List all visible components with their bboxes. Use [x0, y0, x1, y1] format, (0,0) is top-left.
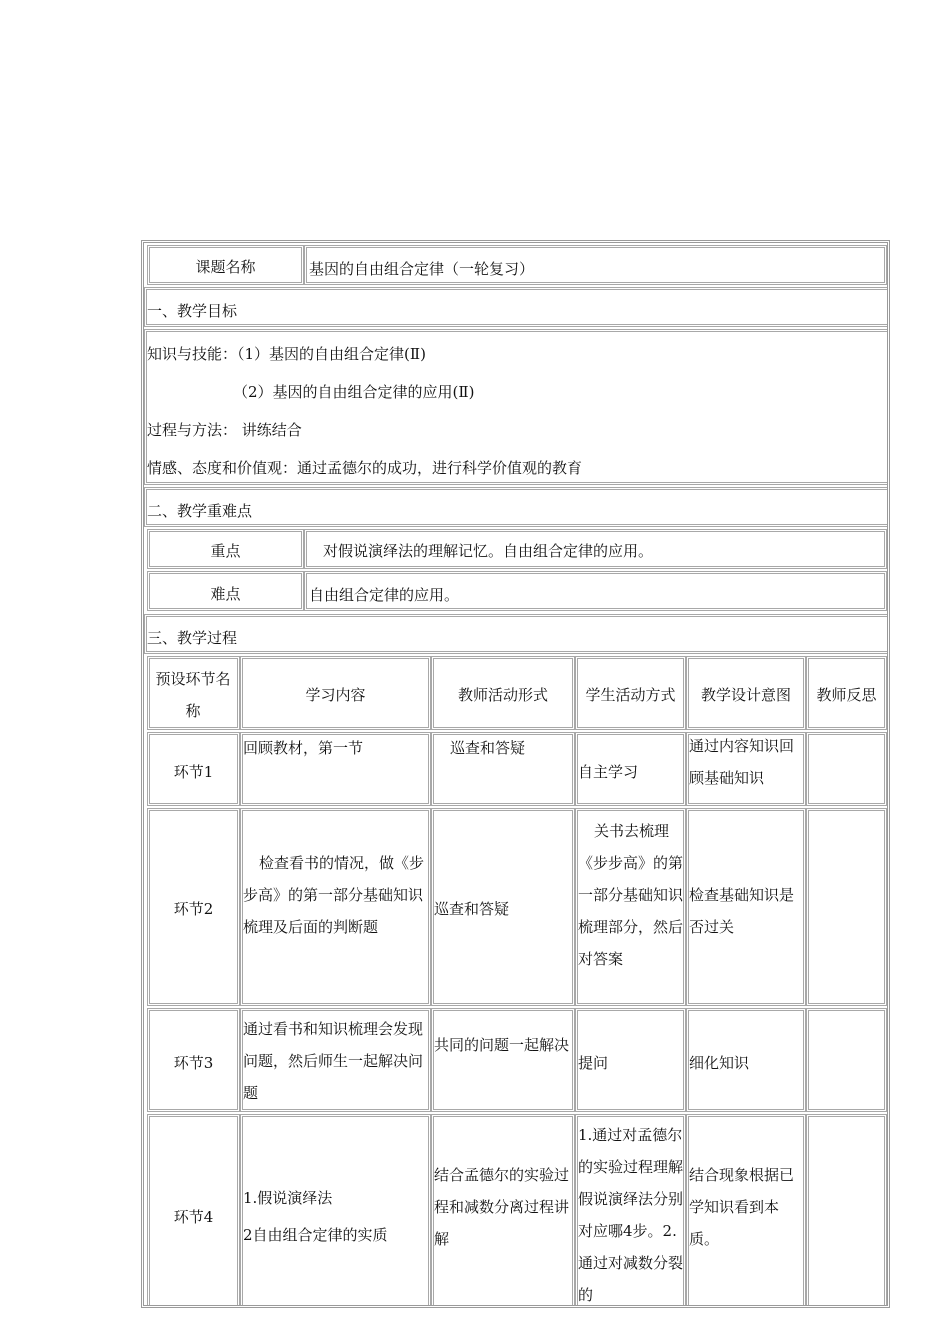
header-content-cell	[240, 656, 431, 730]
table-row-2-student-cell	[575, 808, 686, 1006]
table-row-1-student: 自主学习	[578, 763, 639, 781]
table-row-4-teacher-cell	[431, 1114, 575, 1308]
table-row-2-reflect-cell	[806, 808, 887, 1006]
header-reflect: 教师反思	[816, 686, 877, 704]
table-row-3-student: 提问	[578, 1054, 609, 1072]
table-row-1-content-cell	[240, 732, 431, 806]
topic-label-cell	[147, 245, 304, 285]
table-row-4-content-line1: 1.假说演绎法	[243, 1189, 333, 1207]
table-row-4-intent-cell	[686, 1114, 806, 1308]
difficult-point-value: 自由组合定律的应用。	[309, 586, 460, 604]
key-point-value-cell	[304, 529, 887, 569]
table-row-2-teacher-cell	[431, 808, 575, 1006]
header-intent-cell	[686, 656, 806, 730]
table-row-3-teacher: 共同的问题一起解决	[434, 1036, 570, 1054]
table-row-4-teacher: 结合孟德尔的实验过程和减数分离过程讲解	[434, 1166, 570, 1248]
header-content: 学习内容	[305, 686, 366, 704]
objective-process: 过程与方法： 讲练结合	[147, 421, 302, 439]
header-reflect-cell	[806, 656, 887, 730]
topic-label: 课题名称	[195, 258, 256, 276]
table-row-4-student-cell	[575, 1114, 686, 1308]
table-row-1-content: 回顾教材，第一节	[243, 739, 364, 757]
table-row-2-student: 关书去梳理《步步高》的第一部分基础知识梳理部分，然后对答案	[578, 822, 684, 968]
header-teacher-cell	[431, 656, 575, 730]
lesson-plan-table	[141, 240, 890, 1308]
table-row-4-intent: 结合现象根据已学知识看到本质。	[689, 1166, 795, 1248]
objective-application: （2）基因的自由组合定律的应用(Ⅱ)	[233, 383, 475, 401]
table-row-4-content-cell	[240, 1114, 431, 1308]
section1-heading-cell	[144, 287, 890, 327]
key-point-label: 重点	[210, 542, 241, 560]
table-row-4-reflect-cell	[806, 1114, 887, 1308]
table-row-3-name: 环节3	[173, 1054, 214, 1072]
table-row-2-name: 环节2	[173, 900, 214, 918]
section1-heading: 一、教学目标	[147, 302, 238, 320]
table-row-3-content-cell	[240, 1008, 431, 1112]
table-row-3-student-cell	[575, 1008, 686, 1112]
header-stage-name-cell	[147, 656, 240, 730]
table-row-2-content-cell	[240, 808, 431, 1006]
table-row-2-teacher: 巡查和答疑	[434, 900, 510, 918]
header-stage-name: 预设环节名称	[155, 670, 231, 720]
table-row-4-name: 环节4	[173, 1208, 214, 1226]
table-row-1-intent: 通过内容知识回顾基础知识	[689, 737, 795, 787]
topic-value-cell	[304, 245, 887, 285]
table-row-2-name-cell	[147, 808, 240, 1006]
difficult-point-value-cell	[304, 571, 887, 611]
table-row-3-content: 通过看书和知识梳理会发现问题，然后师生一起解决问题	[243, 1020, 424, 1102]
table-row-1-reflect-cell	[806, 732, 887, 806]
section2-heading-cell	[144, 487, 890, 527]
table-row-3-name-cell	[147, 1008, 240, 1112]
header-teacher: 教师活动形式	[457, 686, 548, 704]
difficult-point-label: 难点	[210, 585, 241, 603]
table-row-1-name-cell	[147, 732, 240, 806]
table-row-1-student-cell	[575, 732, 686, 806]
section3-heading-cell	[144, 614, 890, 654]
table-row-3-intent-cell	[686, 1008, 806, 1112]
table-row-1-teacher-cell	[431, 732, 575, 806]
table-row-1-teacher: 巡查和答疑	[450, 739, 526, 757]
table-row-2-content: 检查看书的情况，做《步步高》的第一部分基础知识梳理及后面的判断题	[243, 854, 425, 936]
table-row-1-intent-cell	[686, 732, 806, 806]
table-row-2-intent: 检查基础知识是否过关	[689, 886, 795, 936]
table-row-3-intent: 细化知识	[689, 1054, 750, 1072]
difficult-point-label-cell	[147, 571, 304, 611]
objective-knowledge: 知识与技能：（1）基因的自由组合定律(Ⅱ)	[147, 345, 426, 363]
table-row-1-name: 环节1	[173, 763, 214, 781]
header-intent: 教学设计意图	[700, 686, 791, 704]
objective-values: 情感、态度和价值观：通过孟德尔的成功，进行科学价值观的教育	[147, 459, 583, 477]
table-row-3-teacher-cell	[431, 1008, 575, 1112]
key-point-label-cell	[147, 529, 304, 569]
objectives-cell	[144, 329, 890, 485]
table-row-2-intent-cell	[686, 808, 806, 1006]
table-row-4-content-line2: 2自由组合定律的实质	[243, 1226, 388, 1244]
topic-value: 基因的自由组合定律（一轮复习）	[309, 260, 535, 278]
section2-heading: 二、教学重难点	[147, 502, 253, 520]
table-row-3-reflect-cell	[806, 1008, 887, 1112]
section3-heading: 三、教学过程	[147, 629, 238, 647]
header-student-cell	[575, 656, 686, 730]
header-student: 学生活动方式	[585, 686, 676, 704]
table-row-4-student: 1.通过对孟德尔的实验过程理解假说演绎法分别对应哪4步。2.通过对减数分裂的	[578, 1126, 684, 1304]
table-row-4-name-cell	[147, 1114, 240, 1308]
key-point-value: 对假说演绎法的理解记忆。自由组合定律的应用。	[323, 542, 654, 560]
